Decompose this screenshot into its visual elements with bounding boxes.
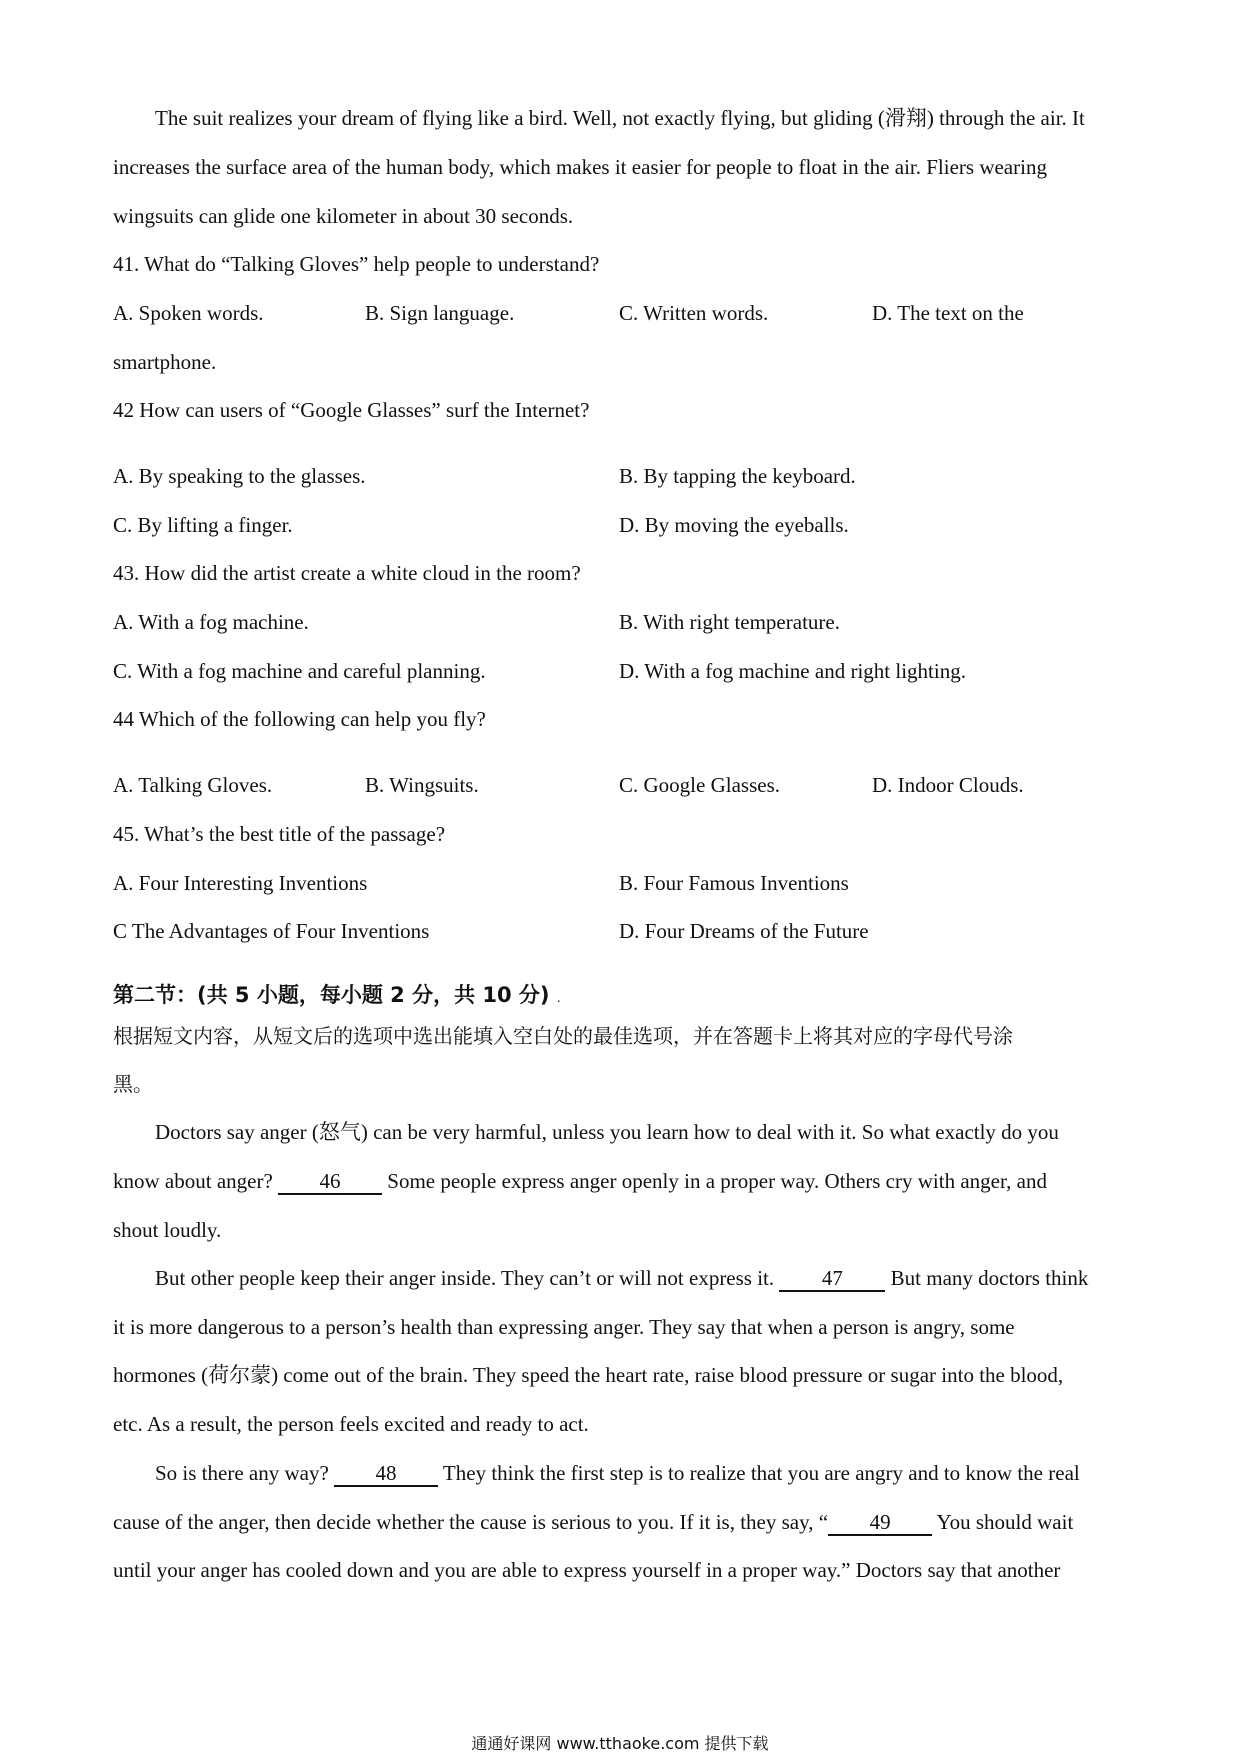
section-instruction: 根据短文内容，从短文后的选项中选出能填入空白处的最佳选项，并在答题卡上将其对应的字母代号涂 (113, 1024, 1013, 1048)
section-instruction: 黑。 (113, 1072, 153, 1096)
question-43-stem: 43. How did the artist create a white cloud in the room? (113, 561, 581, 585)
page-footer: 通通好课网 www.tthaoke.com 提供下载 (471, 1734, 769, 1753)
q43-option-c: C. With a fog machine and careful planning. (113, 659, 486, 683)
q44-option-c: C. Google Glasses. (619, 773, 780, 797)
q45-option-c: C The Advantages of Four Inventions (113, 919, 430, 943)
q42-option-c: C. By lifting a finger. (113, 513, 293, 537)
passage2-text: But many doctors think (890, 1266, 1089, 1290)
question-44-stem: 44 Which of the following can help you fly? (113, 707, 486, 731)
q41-option-c: C. Written words. (619, 301, 769, 325)
q43-option-b: B. With right temperature. (619, 610, 840, 634)
passage2-line (155, 1268, 1088, 1292)
q44-option-d: D. Indoor Clouds. (872, 773, 1024, 797)
q43-option-a: A. With a fog machine. (113, 610, 309, 634)
blank-49: 49 (828, 1512, 932, 1536)
passage2-text: You should wait (936, 1510, 1074, 1534)
passage2-line: Doctors say anger (怒气) can be very harmful, unless you learn how to deal with it. So what exactly do you (155, 1120, 1059, 1144)
q41-option-a: A. Spoken words. (113, 301, 264, 325)
q43-option-d: D. With a fog machine and right lighting. (619, 659, 966, 683)
blank-46: 46 (278, 1171, 382, 1195)
passage2-line: it is more dangerous to a person’s health than expressing anger. They say that when a person is angry, some (113, 1315, 1015, 1339)
passage2-text: cause of the anger, then decide whether the cause is serious to you. If it is, they say, “ (113, 1510, 829, 1534)
passage-line: increases the surface area of the human body, which makes it easier for people to float in the air. Fliers wearing (113, 155, 1047, 179)
q45-option-d: D. Four Dreams of the Future (619, 919, 869, 943)
question-41-stem: 41. What do “Talking Gloves” help people to understand? (113, 252, 600, 276)
section-heading (113, 979, 561, 1009)
q41-option-d: D. The text on the (872, 301, 1024, 325)
q41-option-d-continued: smartphone. (113, 350, 217, 374)
question-45-stem: 45. What’s the best title of the passage? (113, 822, 446, 846)
passage2-line (155, 1463, 1080, 1487)
passage-line: The suit realizes your dream of flying like a bird. Well, not exactly flying, but gliding (滑翔) through the air. It (155, 106, 1085, 130)
section-heading-dot: . (556, 991, 561, 1005)
q44-option-b: B. Wingsuits. (365, 773, 479, 797)
passage2-line: etc. As a result, the person feels excited and ready to act. (113, 1412, 589, 1436)
passage2-line (113, 1512, 1073, 1536)
passage2-text: know about anger? (113, 1169, 273, 1193)
q45-option-a: A. Four Interesting Inventions (113, 871, 368, 895)
q45-option-b: B. Four Famous Inventions (619, 871, 849, 895)
passage2-line (113, 1171, 1047, 1195)
blank-47: 47 (779, 1268, 885, 1292)
passage2-text: Some people express anger openly in a proper way. Others cry with anger, and (387, 1169, 1047, 1193)
q42-option-d: D. By moving the eyeballs. (619, 513, 849, 537)
blank-48: 48 (334, 1463, 438, 1487)
q41-option-b: B. Sign language. (365, 301, 515, 325)
q42-option-b: B. By tapping the keyboard. (619, 464, 856, 488)
question-42-stem: 42 How can users of “Google Glasses” surf the Internet? (113, 398, 590, 422)
passage2-text: So is there any way? (155, 1461, 329, 1485)
passage-line: wingsuits can glide one kilometer in about 30 seconds. (113, 204, 574, 228)
passage2-text: But other people keep their anger inside. They can’t or will not express it. (155, 1266, 775, 1290)
passage2-line: shout loudly. (113, 1218, 222, 1242)
passage2-line: until your anger has cooled down and you are able to express yourself in a proper way.” Doctors say that another (113, 1558, 1061, 1582)
passage2-text: They think the first step is to realize that you are angry and to know the real (442, 1461, 1080, 1485)
section-heading-text: 第二节：(共 5 小题，每小题 2 分，共 10 分) (113, 983, 550, 1007)
q42-option-a: A. By speaking to the glasses. (113, 464, 366, 488)
q44-option-a: A. Talking Gloves. (113, 773, 273, 797)
passage2-line: hormones (荷尔蒙) come out of the brain. They speed the heart rate, raise blood pressure or sugar into the blood, (113, 1363, 1064, 1387)
